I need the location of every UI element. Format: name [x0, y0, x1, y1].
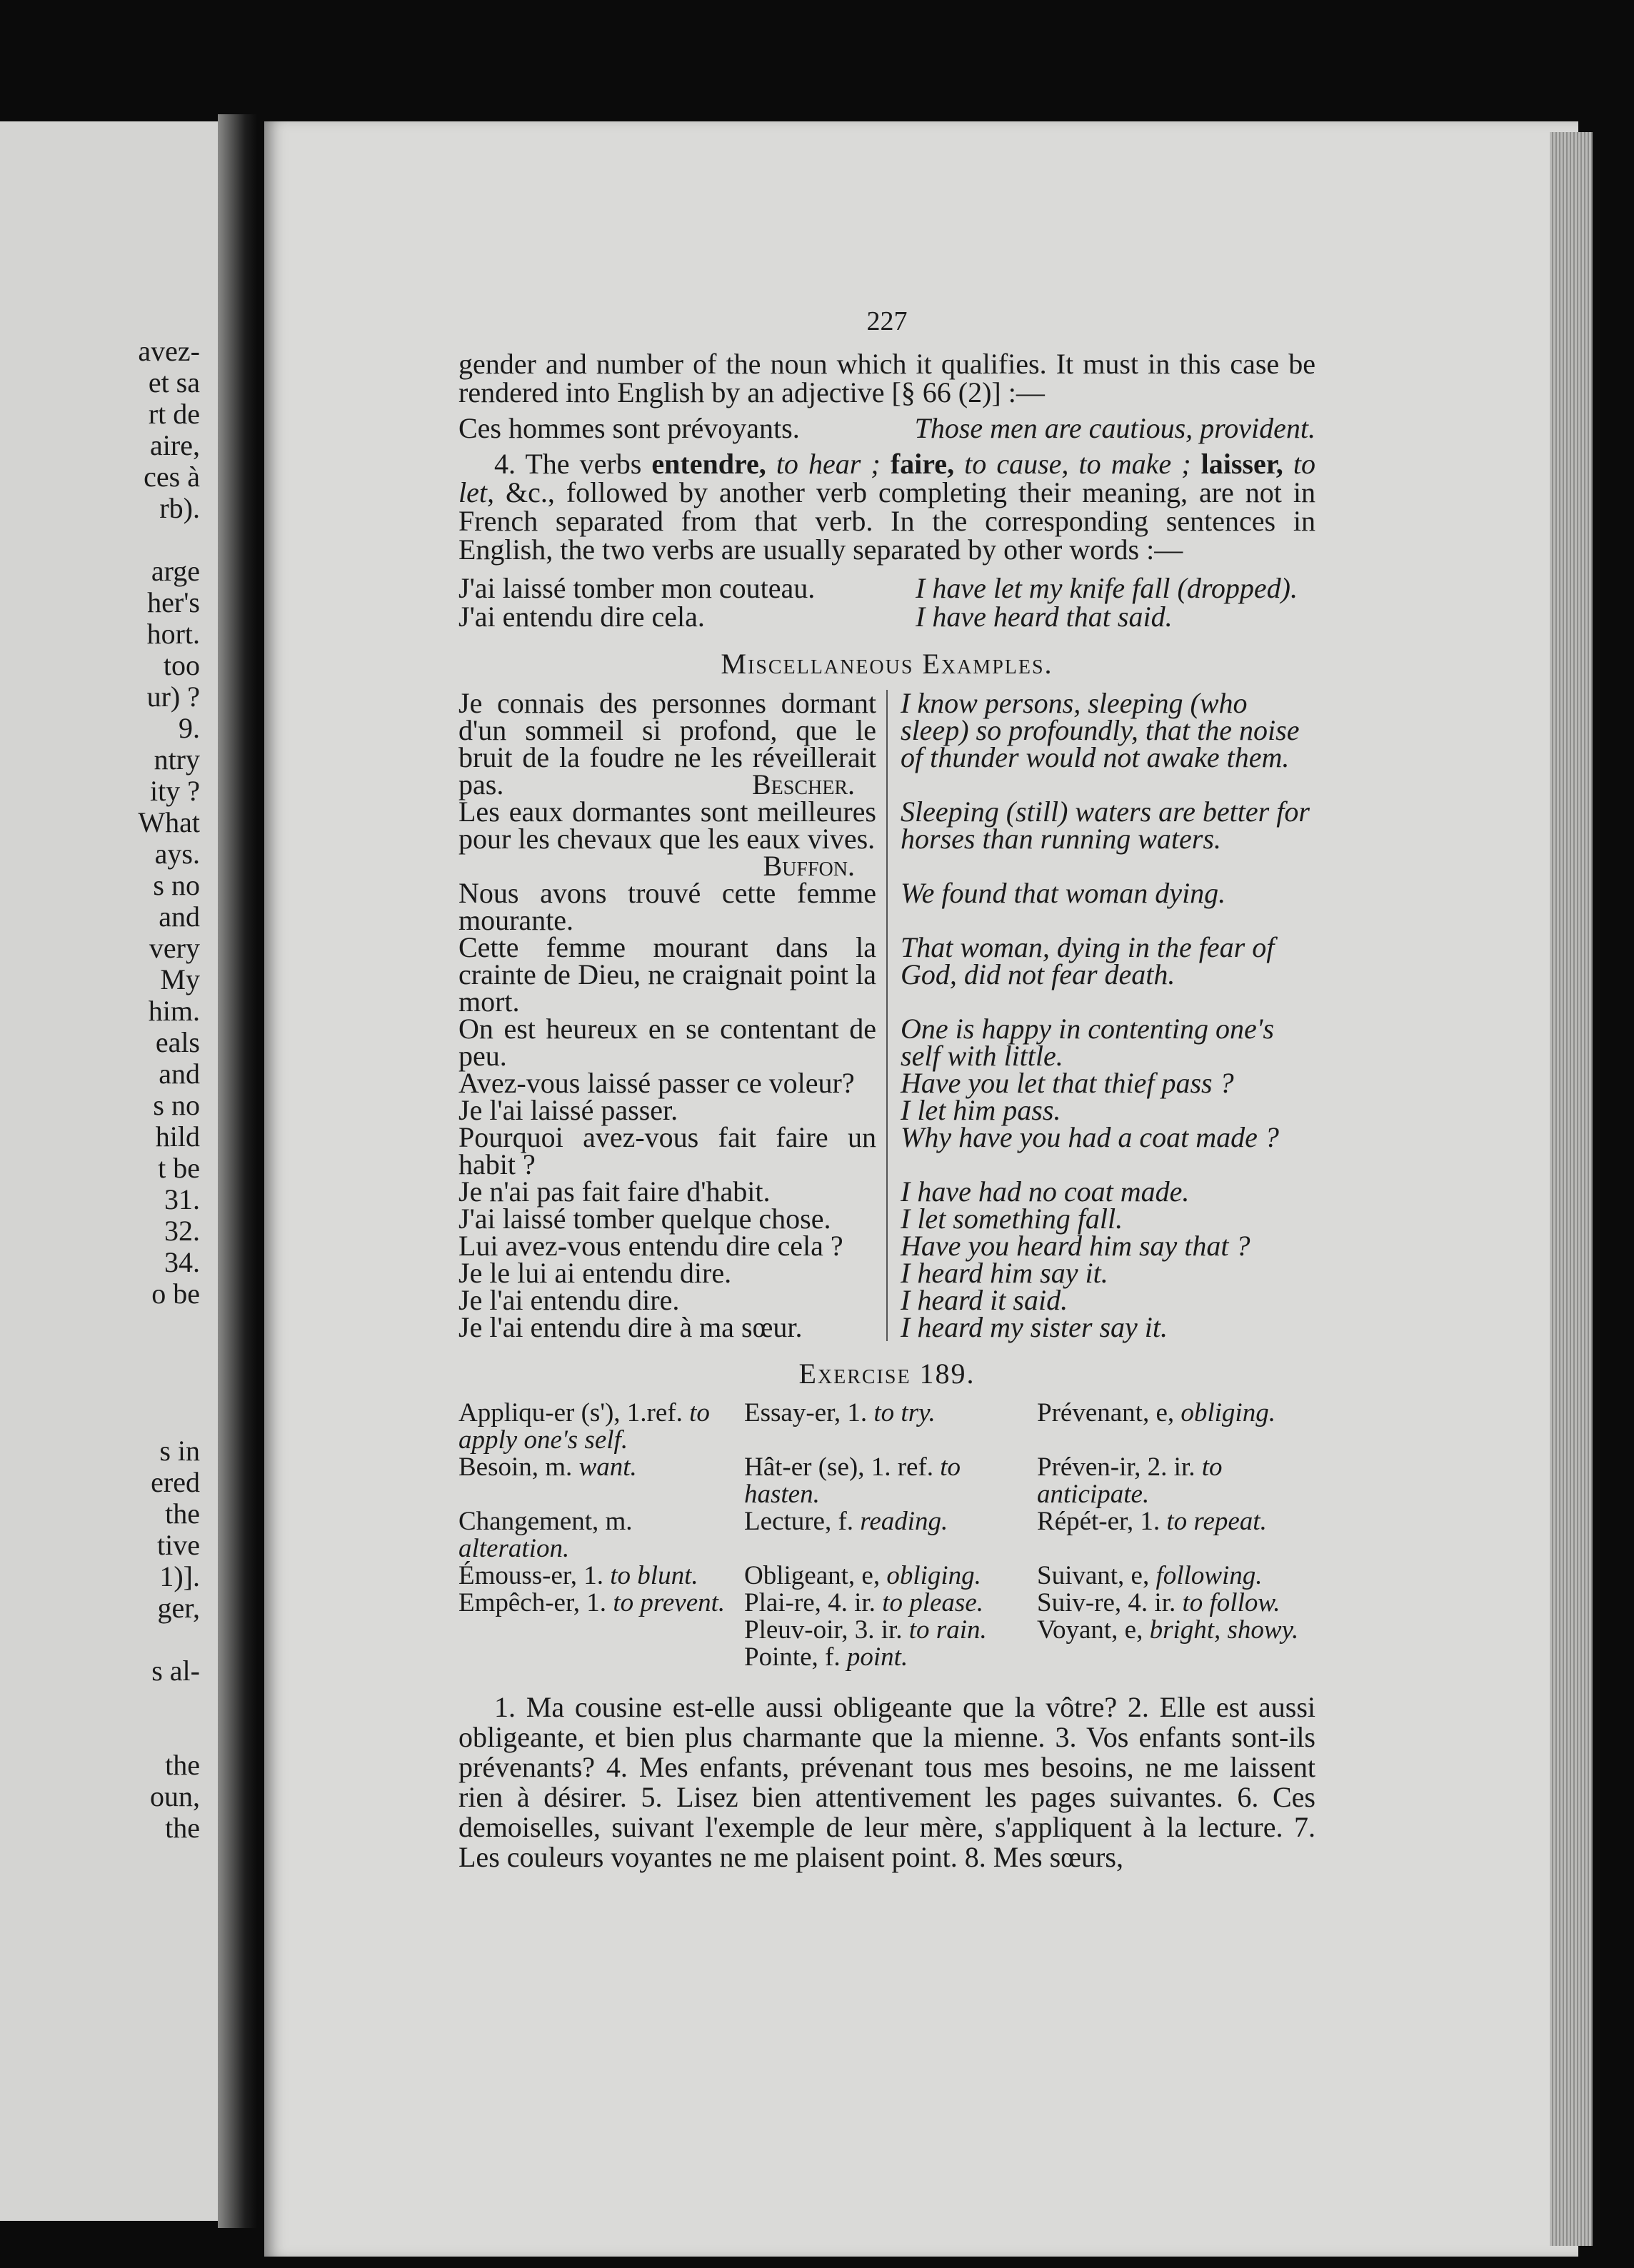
- french-sentence: [458, 798, 888, 880]
- gloss-entendre: to hear ;: [766, 448, 891, 480]
- text-fragment: [138, 1624, 200, 1655]
- misc-example-row: [458, 1175, 1315, 1208]
- text-fragment: [138, 1310, 200, 1341]
- misc-example-row: [458, 1094, 1315, 1126]
- french-text: Avez-vous laissé passer ce voleur?: [458, 1067, 855, 1099]
- vocab-entry: [744, 1617, 1037, 1644]
- source-author: Bescher.: [751, 768, 855, 801]
- text-fragment: My: [160, 963, 200, 995]
- french-text: Pourquoi avez-vous fait faire un habit ?: [458, 1121, 876, 1180]
- text-fragment: ur) ?: [146, 681, 200, 713]
- gloss-laisser: to let,: [458, 448, 1316, 508]
- french-sentence: [458, 1230, 888, 1262]
- english-translation: I heard my sister say it.: [901, 1311, 1168, 1343]
- rule-4-text: &c., followed by another verb completing their meaning, are not in French separated from that verb. In the corresponding sentences in English, the two verbs are usually separated by other words :—: [458, 476, 1315, 566]
- french-sentence: [458, 1257, 888, 1289]
- rule-4-paragraph: [458, 450, 1315, 564]
- rule-4-examples: [458, 574, 1315, 631]
- text-fragment: t be: [158, 1152, 200, 1184]
- vocab-gloss: reading.: [853, 1507, 948, 1536]
- vocab-word: Appliqu-er (s'), 1.ref.: [458, 1398, 683, 1427]
- vocab-gloss: obliging.: [880, 1561, 981, 1590]
- text-fragment: ered: [151, 1466, 200, 1498]
- example-pair: [458, 414, 1315, 443]
- french-sentence: [458, 1015, 888, 1070]
- french-sentence: [458, 877, 888, 936]
- verb-entendre: entendre,: [651, 448, 766, 480]
- example-english: I have heard that said.: [916, 601, 1173, 633]
- vocab-entry: [744, 1644, 1037, 1671]
- example-english: Those men are cautious, provident.: [914, 412, 1315, 444]
- english-translation: Sleeping (still) waters are better for horses than running waters.: [901, 796, 1310, 855]
- text-fragment: avez-: [138, 335, 200, 367]
- text-fragment: eals: [155, 1026, 200, 1058]
- english-translation: Have you heard him say that ?: [901, 1230, 1250, 1262]
- french-sentence: [458, 687, 888, 801]
- vocab-word: Lecture, f.: [744, 1507, 854, 1536]
- vocab-word: Besoin, m.: [458, 1452, 573, 1482]
- english-translation: I heard it said.: [901, 1284, 1068, 1316]
- french-sentence: [458, 931, 888, 1018]
- vocab-entry: [458, 1590, 744, 1617]
- vocab-entry: [458, 1400, 744, 1454]
- gloss-faire: to cause, to make ;: [954, 448, 1191, 480]
- text-fragment: 34.: [164, 1246, 200, 1278]
- vocab-entry: [744, 1508, 1037, 1562]
- text-fragment: ntry: [154, 743, 200, 776]
- french-sentence: [458, 1121, 888, 1180]
- intro-paragraph: [458, 350, 1315, 407]
- vocab-gloss: to hasten.: [744, 1452, 961, 1509]
- vocab-word: Changement, m.: [458, 1507, 633, 1536]
- french-text: Lui avez-vous entendu dire cela ?: [458, 1230, 843, 1262]
- text-fragment: ces à: [144, 461, 200, 493]
- example-french: Ces hommes sont prévoyants.: [458, 412, 800, 444]
- vocab-entry: [1037, 1590, 1315, 1617]
- misc-examples-heading: Miscellaneous Examples.: [721, 648, 1053, 680]
- french-sentence: [458, 1284, 888, 1316]
- text-fragment: hort.: [146, 618, 200, 650]
- vocab-entry: [1037, 1454, 1315, 1508]
- vocab-gloss: alteration.: [458, 1534, 570, 1563]
- text-fragment: o be: [151, 1278, 200, 1310]
- exercise-heading: Exercise 189.: [798, 1358, 976, 1390]
- french-sentence: [458, 1205, 888, 1233]
- english-translation: I heard him say it.: [901, 1257, 1108, 1289]
- verb-laisser: laisser,: [1201, 448, 1283, 480]
- text-fragment: et sa: [148, 366, 200, 398]
- text-fragment: rt de: [148, 398, 200, 430]
- vocab-word: Hât-er (se), 1. ref.: [744, 1452, 934, 1482]
- english-translation: We found that woman dying.: [901, 877, 1226, 909]
- text-fragment: too: [163, 649, 200, 681]
- text-fragment: very: [149, 932, 200, 964]
- vocab-entry: [1037, 1562, 1315, 1590]
- vocab-word: Plai-re, 4. ir.: [744, 1588, 876, 1617]
- vocab-gloss: following.: [1149, 1561, 1263, 1590]
- vocab-word: Voyant, e,: [1037, 1615, 1143, 1645]
- french-text: J'ai laissé tomber quelque chose.: [458, 1203, 831, 1235]
- misc-example-row: [458, 1121, 1315, 1180]
- intro-line-1: gender and number of the noun which it qualifies. It must in: [458, 348, 1171, 380]
- vocab-word: Essay-er, 1.: [744, 1398, 868, 1427]
- text-fragment: him.: [148, 995, 200, 1027]
- english-translation: Why have you had a coat made ?: [901, 1121, 1279, 1153]
- vocab-entry: [458, 1617, 744, 1644]
- vocab-entry: [1037, 1644, 1315, 1671]
- english-translation: I have had no coat made.: [901, 1175, 1190, 1208]
- french-text: Je l'ai entendu dire à ma sœur.: [458, 1311, 803, 1343]
- vocab-gloss: point.: [840, 1642, 908, 1672]
- french-text: Je n'ai pas fait faire d'habit.: [458, 1175, 771, 1208]
- vocab-word: Empêch-er, 1.: [458, 1588, 607, 1617]
- misc-examples-table: [458, 687, 1315, 1343]
- example-english: I have let my knife fall (dropped).: [916, 572, 1298, 604]
- vocab-word: Pointe, f.: [744, 1642, 841, 1672]
- exercise-text: 1. Ma cousine est-elle aussi obligeante que la vôtre? 2. Elle est aussi obligeante, et bien plus charmante que la mienne. 3. Vos enfants sont-ils prévenants? 4. Mes enfants, prévenant tous mes besoins, ne me laissent rien à désirer. 5. Lisez bien attentivement les pages suivantes. 6. Ces demoiselles, suivant l'exemple de leur mère, s'appliquent à la lecture. 7. Les couleurs voyantes ne me plaisent point. 8. Mes sœurs,: [458, 1691, 1315, 1873]
- text-fragment: [138, 1373, 200, 1404]
- text-fragment: ity ?: [150, 775, 200, 807]
- text-fragment: [138, 1341, 200, 1373]
- vocab-entry: [458, 1562, 744, 1590]
- french-sentence: [458, 1067, 888, 1099]
- misc-example-row: [458, 687, 1315, 801]
- vocab-word: Répét-er, 1.: [1037, 1507, 1161, 1536]
- vocab-gloss: want.: [572, 1452, 637, 1482]
- vocab-entry: [458, 1454, 744, 1508]
- vocab-gloss: to rain.: [902, 1615, 987, 1645]
- french-sentence: [458, 1094, 888, 1126]
- misc-example-row: [458, 1311, 1315, 1343]
- text-fragment: tive: [157, 1529, 200, 1561]
- french-sentence: [458, 1175, 888, 1208]
- text-fragment: the: [165, 1749, 200, 1781]
- text-fragment: ger,: [157, 1592, 200, 1624]
- french-text: Je l'ai entendu dire.: [458, 1284, 680, 1316]
- misc-example-row: [458, 877, 1315, 936]
- vocab-word: Suiv-re, 4. ir.: [1037, 1588, 1176, 1617]
- text-fragment: 1)].: [159, 1560, 200, 1592]
- french-text: Les eaux dormantes sont meilleures pour les chevaux que les eaux vives.: [458, 796, 876, 855]
- page-number: 227: [866, 306, 908, 336]
- rule-4-number: 4. The verbs: [494, 448, 652, 480]
- text-fragment: rb).: [159, 492, 200, 524]
- english-translation: I know persons, sleeping (who sleep) so profoundly, that the noise of thunder would not awake them.: [901, 687, 1300, 773]
- french-text: Je le lui ai entendu dire.: [458, 1257, 732, 1289]
- vocab-entry: [458, 1508, 744, 1562]
- french-text: Je connais des personnes dormant d'un sommeil si profond, que le bruit de la foudre ne les réveillerait pas.: [458, 687, 876, 801]
- text-fragment: 32.: [164, 1215, 200, 1247]
- text-fragment: [138, 524, 200, 556]
- vocab-entry: [1037, 1400, 1315, 1454]
- text-fragment: and: [159, 900, 200, 933]
- text-fragment: the: [165, 1497, 200, 1530]
- english-translation: Have you let that thief pass ?: [901, 1067, 1234, 1099]
- text-fragment: arge: [151, 555, 200, 587]
- text-fragment: 9.: [179, 712, 200, 744]
- page-stack-edge: [1550, 132, 1593, 2246]
- french-text: Cette femme mourant dans la crainte de Dieu, ne craignait point la mort.: [458, 931, 876, 1018]
- vocabulary-list: [458, 1400, 1315, 1671]
- previous-page-text-fragments: [138, 336, 200, 1844]
- text-fragment: s in: [159, 1435, 200, 1467]
- text-fragment: [138, 1687, 200, 1718]
- vocab-gloss: to anticipate.: [1037, 1452, 1223, 1509]
- text-fragment: s no: [153, 1089, 200, 1121]
- vocab-gloss: obliging.: [1174, 1398, 1275, 1427]
- intro-line-2: this case be rendered into English by an adjective [§ 66 (2)] :—: [458, 348, 1316, 408]
- vocab-gloss: to prevent.: [606, 1588, 726, 1617]
- vocab-gloss: bright, showy.: [1143, 1615, 1299, 1645]
- vocab-entry: [744, 1454, 1037, 1508]
- vocab-word: Suivant, e,: [1037, 1561, 1150, 1590]
- text-fragment: ays.: [154, 838, 200, 870]
- example-french: J'ai entendu dire cela.: [458, 601, 705, 633]
- misc-example-row: [458, 1230, 1315, 1262]
- english-translation: One is happy in contenting one's self with little.: [901, 1013, 1274, 1072]
- text-fragment: the: [165, 1812, 200, 1844]
- vocab-entry: [1037, 1508, 1315, 1562]
- vocab-word: Pleuv-oir, 3. ir.: [744, 1615, 903, 1645]
- vocab-gloss: to apply one's self.: [458, 1398, 710, 1455]
- vocab-entry: [744, 1400, 1037, 1454]
- text-fragment: 31.: [164, 1183, 200, 1215]
- misc-example-row: [458, 931, 1315, 1018]
- text-fragment: [138, 1718, 200, 1750]
- vocab-word: Émouss-er, 1.: [458, 1561, 604, 1590]
- vocab-gloss: to blunt.: [603, 1561, 698, 1590]
- misc-example-row: [458, 1257, 1315, 1289]
- vocab-entry: [1037, 1617, 1315, 1644]
- vocab-word: Prévenant, e,: [1037, 1398, 1175, 1427]
- example-french: J'ai laissé tomber mon couteau.: [458, 572, 816, 604]
- vocab-gloss: to please.: [875, 1588, 983, 1617]
- verb-faire: faire,: [890, 448, 955, 480]
- english-translation: I let something fall.: [901, 1203, 1123, 1235]
- french-text: Nous avons trouvé cette femme mourante.: [458, 877, 876, 936]
- french-sentence: [458, 1311, 888, 1343]
- text-fragment: aire,: [150, 429, 200, 461]
- vocab-gloss: to follow.: [1176, 1588, 1280, 1617]
- vocab-entry: [458, 1644, 744, 1671]
- vocab-entry: [744, 1562, 1037, 1590]
- source-author: Buffon.: [763, 850, 855, 882]
- misc-example-row: [458, 1015, 1315, 1070]
- vocab-gloss: to try.: [867, 1398, 936, 1427]
- text-fragment: hild: [155, 1120, 200, 1153]
- french-text: On est heureux en se contentant de peu.: [458, 1013, 876, 1072]
- text-fragment: [138, 1404, 200, 1435]
- text-fragment: and: [159, 1058, 200, 1090]
- text-fragment: s no: [153, 869, 200, 901]
- rule-4-example: [458, 574, 1315, 603]
- vocab-word: Obligeant, e,: [744, 1561, 881, 1590]
- text-fragment: What: [138, 806, 200, 838]
- misc-example-row: [458, 798, 1315, 880]
- misc-example-row: [458, 1284, 1315, 1316]
- vocab-word: Préven-ir, 2. ir.: [1037, 1452, 1196, 1482]
- english-translation: I let him pass.: [901, 1094, 1061, 1126]
- french-text: Je l'ai laissé passer.: [458, 1094, 678, 1126]
- book-gutter: [218, 114, 257, 2228]
- vocab-entry: [744, 1590, 1037, 1617]
- text-fragment: her's: [147, 586, 200, 618]
- text-fragment: s al-: [151, 1655, 200, 1687]
- english-translation: That woman, dying in the fear of God, did not fear death.: [901, 931, 1275, 990]
- previous-page: [0, 121, 236, 2221]
- misc-example-row: [458, 1067, 1315, 1099]
- misc-example-row: [458, 1205, 1315, 1233]
- rule-4-example: [458, 603, 1315, 631]
- page-content: [458, 307, 1315, 1872]
- vocab-gloss: to repeat.: [1160, 1507, 1267, 1536]
- text-fragment: oun,: [150, 1780, 200, 1812]
